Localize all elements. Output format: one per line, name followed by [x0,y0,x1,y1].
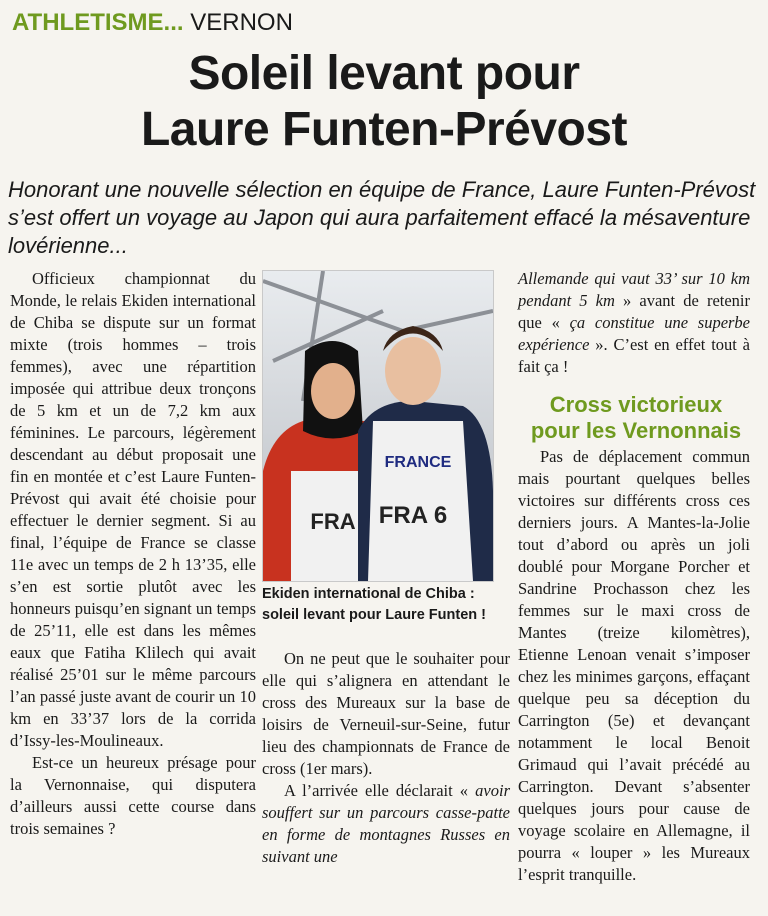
column-2 [262,648,510,868]
subheading-line-2: pour les Vernonnais [530,418,742,443]
athletes-photo [262,270,494,582]
column-3-mid: » avant de retenir que « [518,291,751,332]
column-3-quote-start: Allemande qui vaut 33’ sur 10 km pendant 5 km [518,269,750,310]
column-2-plain: A l’arrivée elle déclarait « [284,781,469,800]
column-3b [518,446,750,886]
subheading [518,392,754,444]
column-2-paragraph-1: On ne peut que le souhaiter pour elle qui s’alignera en attendant le cross des Mureaux sur la base de loisirs de Verneuil-sur-Seine, futur lieu des championnats de France de cross (1er mars). [262,649,510,778]
section-kicker [12,8,293,38]
headline [0,46,768,158]
column-3-paragraph-1 [518,268,750,378]
photo-caption: Ekiden international de Chiba : soleil levant pour Laure Funten ! [262,586,486,623]
photo-bib-left: FRA [310,509,356,534]
column-3 [518,268,750,378]
headline-line-2: Laure Funten-Prévost [140,103,628,156]
town-label: VERNON [190,9,293,36]
column-3b-paragraph-1: Pas de déplacement commun mais pourtant quelques belles victoires sur différents cross ces derniers jours. A Mantes-la-Jolie tout d’abord ou après un joli doublé pour Morgane Porcher et Sandrine Prochasson chez les femmes sur le maxi cross de Mantes (treize kilomètres), Etienne Lenoan venait s’imposer chez les minimes garçons, effaçant quelque peu sa déception du Carrington (5e) et devançant notamment le local Benoit Grimaud qui l’avait précédé au Carrington. Devant s’absenter quelques jours pour cause de voyage scolaire en Allemagne, il pourra « louper » les Mureaux l’esprit tranquille. [518,447,750,884]
column-3-end: ». C’est en effet tout à fait ça ! [518,335,750,376]
athletes-photo-illustration [263,271,493,581]
column-1-paragraph-1: Officieux championnat du Monde, le relais Ekiden international de Chiba se dispute sur un format mixte (trois hommes – trois femmes), avec une répartition imposée qui attribue deux tronçons de 5 km et un de 7,2 km aux féminines. Le parcours, légèrement descendant au début proposait une fin en montée et c’est Laure Funten-Prévost qui avait été choisie pour effectuer le dernier segment. Si au final, l’équipe de France se classe 11e avec un temps de 2 h 13’35, elle s’en est sortie plutôt avec les honneurs puisqu’en signant un temps de 25’11, elle est dans les mêmes eaux que Fatiha Klilech qui avait réalisé 25’01 sur le même parcours l’an passé juste avant de courir un 10 km en 33’37 lors de la corrida d’Issy-les-Moulineaux. [10,269,256,750]
column-2-quote: avoir souffert sur un parcours casse-patte en forme de montagnes Russes en suivant une [262,781,510,866]
column-1-paragraph-2: Est-ce un heureux présage pour la Vernonnaise, qui disputera d’ailleurs aussi cette course dans trois semaines ? [10,753,256,838]
headline-line-1: Soleil levant pour [188,47,580,100]
section-label: ATHLETISME... [12,9,184,36]
lede: Honorant une nouvelle sélection en équipe de France, Laure Funten-Prévost s’est offert un voyage au Japon qui aura parfaitement effacé la mésaventure lovérienne... [8,177,756,258]
photo-bib-right: FRA 6 [378,502,448,529]
photo-shirt-text: FRANCE [384,454,452,471]
column-1 [10,268,256,840]
subheading-line-1: Cross victorieux [549,392,723,417]
column-3-quote-2: ça constitue une superbe expérience [518,313,751,354]
column-2-paragraph-2 [262,780,510,868]
